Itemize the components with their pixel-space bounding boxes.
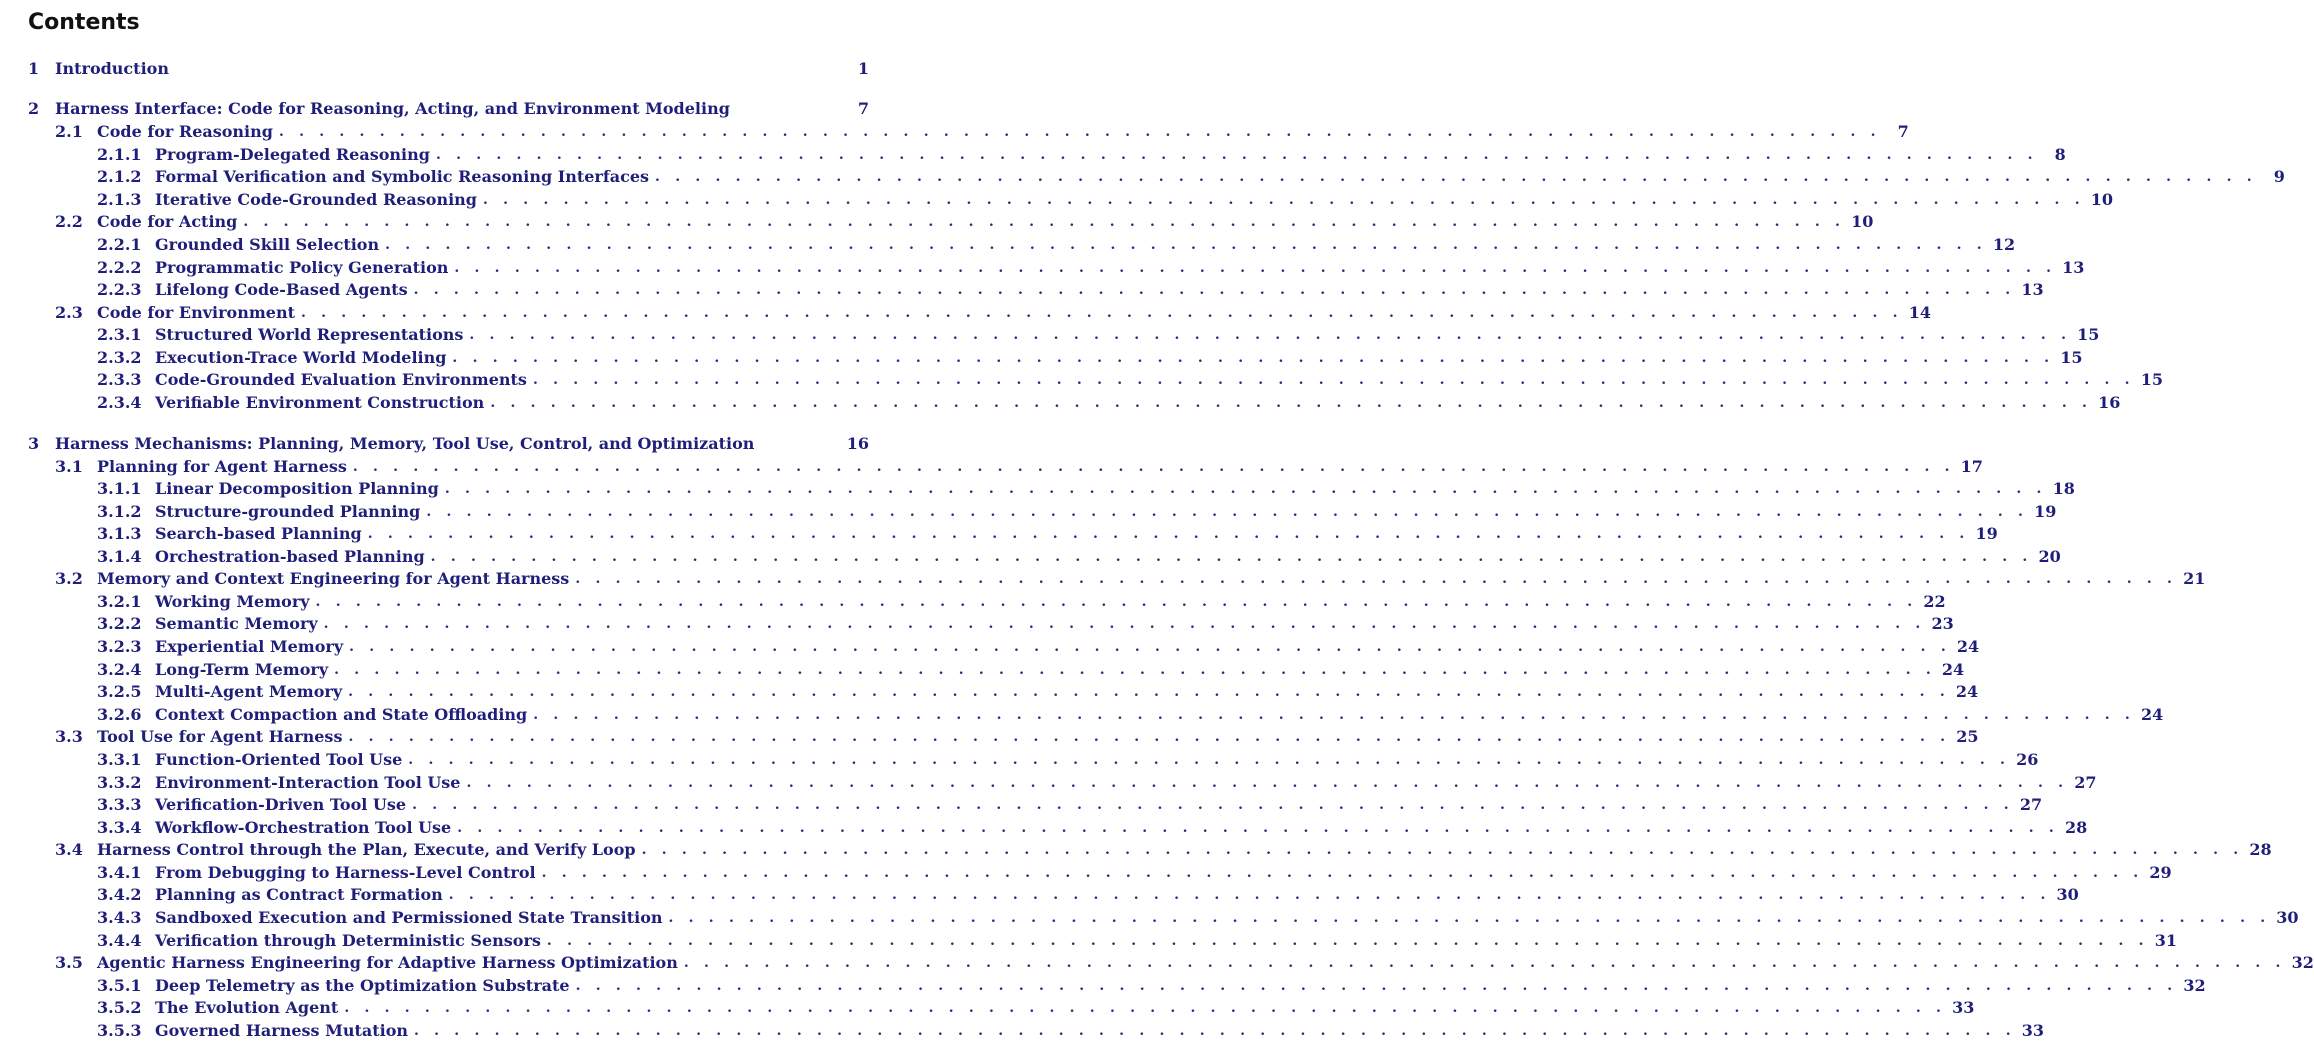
toc-section-entry[interactable] (97, 704, 2164, 726)
toc-entry-title: Agentic Harness Engineering for Adaptive Harness Optimization (97, 953, 678, 972)
toc-dot-leader: . . . . . . . . . . . . . . . . . . . . . . . . . . . . . . . . . . . . . . . . . . . . . . . . . . . . . . . . . . . . . . . . . . . . . . . . . . . . . . . . (367, 526, 1970, 542)
toc-entry-title: From Debugging to Harness-Level Control (155, 863, 536, 882)
toc-entry-number: 3 (28, 434, 40, 453)
toc-dot-leader: . . . . . . . . . . . . . . . . . . . . . . . . . . . . . . . . . . . . . . . . . . . . . . . . . . . . . . . . . . . . . . . . . . . . . . . . . . . . . . . . (490, 395, 2093, 411)
toc-entry-number: 3.3.1 (97, 750, 142, 769)
toc-dot-leader: . . . . . . . . . . . . . . . . . . . . . . . . . . . . . . . . . . . . . . . . . . . . . . . . . . . . . . . . . . . . . . . . . . . . . . . . . . . . . . . . (430, 549, 2033, 565)
toc-entry-number: 3.1.4 (97, 547, 142, 566)
toc-entry-title: Function-Oriented Tool Use (155, 750, 403, 769)
toc-dot-leader: . . . . . . . . . . . . . . . . . . . . . . . . . . . . . . . . . . . . . . . . . . . . . . . . . . . . . . . . . . . . . . . . . . . . . . . . . . . . . . . . (414, 1023, 2016, 1039)
toc-section-entry[interactable] (55, 568, 2206, 590)
toc-section-entry[interactable] (97, 862, 2172, 884)
toc-section-entry[interactable] (97, 324, 2100, 346)
toc-entry-number: 2.1.3 (97, 190, 142, 209)
toc-entry-number: 3.5.3 (97, 1021, 142, 1040)
toc-entry-title: The Evolution Agent (155, 998, 339, 1017)
toc-entry-title: Iterative Code-Grounded Reasoning (155, 190, 477, 209)
toc-entry-number: 2.2.3 (97, 280, 142, 299)
toc-section-entry[interactable] (97, 234, 2016, 256)
toc-entry-page: 7 (1897, 122, 1909, 141)
toc-entry-page: 14 (1908, 303, 1932, 322)
toc-entry-title: Planning for Agent Harness (97, 457, 347, 476)
toc-entry-page: 10 (2090, 190, 2114, 209)
toc-entry-page: 19 (2034, 502, 2057, 521)
toc-entry-title: Planning as Contract Formation (155, 885, 443, 904)
toc-entry-title: Execution-Trace World Modeling (155, 348, 447, 367)
toc-entry-number: 2.2.2 (97, 258, 142, 277)
toc-entry-number: 3.3 (55, 727, 83, 746)
toc-entry-page: 21 (2183, 569, 2206, 588)
toc-entry-title: Verification-Driven Tool Use (155, 795, 407, 814)
toc-section-entry[interactable] (97, 681, 1979, 703)
toc-entry-number: 2.2.1 (97, 235, 142, 254)
toc-entry-title: Harness Mechanisms: Planning, Memory, Tool Use, Control, and Optimization (55, 434, 755, 453)
toc-entry-title: Lifelong Code-Based Agents (155, 280, 408, 299)
toc-section-entry[interactable] (97, 636, 1980, 658)
toc-entry-title: Structure-grounded Planning (155, 502, 421, 521)
toc-section-entry[interactable] (55, 839, 2272, 861)
toc-section-entry[interactable] (97, 907, 2299, 929)
toc-entry-title: Working Memory (155, 592, 310, 611)
toc-dot-leader: . . . . . . . . . . . . . . . . . . . . . . . . . . . . . . . . . . . . . . . . . . . . . . . . . . . . . . . . . . . . . . . . . . . . . . . . . . . . . . . . (344, 1000, 1947, 1016)
toc-entry-page: 30 (2056, 885, 2079, 904)
toc-entry-page: 24 (1941, 660, 1965, 679)
toc-dot-leader: . . . . . . . . . . . . . . . . . . . . . . . . . . . . . . . . . . . . . . . . . . . . . . . . . . . . . . . . . . . . . . . . . . . . . . . . . . . . . . . . (448, 887, 2051, 903)
toc-entry-title: Multi-Agent Memory (155, 682, 343, 701)
toc-entry-page: 8 (2054, 145, 2066, 164)
toc-entry-number: 3.2.5 (97, 682, 142, 701)
toc-entry-title: Harness Interface: Code for Reasoning, Acting, and Environment Modeling (55, 99, 730, 118)
toc-entry-number: 3.2 (55, 569, 83, 588)
toc-chapter-entry[interactable] (28, 58, 869, 80)
contents-heading: Contents (28, 10, 140, 35)
toc-dot-leader: . . . . . . . . . . . . . . . . . . . . . . . . . . . . . . . . . . . . . . . . . . . . . . . . . . . . . . . . . . . . . . . . . . . . . . . . . . . . . . . . (546, 933, 2149, 949)
toc-entry-title: Semantic Memory (155, 614, 318, 633)
toc-entry-title: Code for Acting (97, 212, 238, 231)
toc-entry-number: 3.2.1 (97, 592, 142, 611)
toc-section-entry[interactable] (97, 392, 2121, 414)
toc-dot-leader: . . . . . . . . . . . . . . . . . . . . . . . . . . . . . . . . . . . . . . . . . . . . . . . . . . . . . . . . . . . . . . . . . . . . . . . . . . . . . . . . (334, 662, 1936, 678)
toc-entry-page: 18 (2052, 479, 2075, 498)
toc-entry-title: Code for Environment (97, 303, 295, 322)
toc-dot-leader: . . . . . . . . . . . . . . . . . . . . . . . . . . . . . . . . . . . . . . . . . . . . . . . . . . . . . . . . . . . . . . . . . . . . . . . . . . . . . . . . (683, 955, 2286, 971)
toc-dot-leader: . . . . . . . . . . . . . . . . . . . . . . . . . . . . . . . . . . . . . . . . . . . . . . . . . . . . . . . . . . . . . . . . . . . . . . . . . . . . . . . . (278, 124, 1881, 140)
toc-entry-page: 10 (1851, 212, 1874, 231)
toc-entry-page: 20 (2038, 547, 2061, 566)
toc-dot-leader: . . . . . . . . . . . . . . . . . . . . . . . . . . . . . . . . . . . . . . . . . . . . . . . . . . . . . . . . . . . . . . . . . . . . . . . . . . . . . . . . (352, 459, 1955, 475)
toc-entry-title: Memory and Context Engineering for Agent Harness (97, 569, 570, 588)
toc-section-entry[interactable] (97, 257, 2085, 279)
toc-dot-leader: . . . . . . . . . . . . . . . . . . . . . . . . . . . . . . . . . . . . . . . . . . . . . . . . . . . . . . . . . . . . . . . . . . . . . . . . . . . . . . . . (435, 147, 2038, 163)
toc-entry-title: Code-Grounded Evaluation Environments (155, 370, 527, 389)
toc-entry-page: 28 (2065, 818, 2088, 837)
toc-entry-page: 12 (1992, 235, 2016, 254)
toc-entry-page: 15 (2077, 325, 2100, 344)
toc-dot-leader: . . . . . . . . . . . . . . . . . . . . . . . . . . . . . . . . . . . . . . . . . . . . . . . . . . . . . . . . . . . . . . . . . . . . . . . . . . . . . . . . (454, 260, 2057, 276)
toc-section-entry[interactable] (97, 166, 2285, 188)
toc-entry-title: Search-based Planning (155, 524, 362, 543)
toc-entry-page: 13 (2062, 258, 2085, 277)
toc-entry-number: 3.4.3 (97, 908, 142, 927)
toc-entry-number: 3.1.3 (97, 524, 142, 543)
toc-section-entry[interactable] (55, 726, 1979, 748)
toc-entry-page: 31 (2154, 931, 2177, 950)
toc-entry-title: Experiential Memory (155, 637, 344, 656)
toc-section-entry[interactable] (97, 347, 2083, 369)
toc-entry-page: 30 (2276, 908, 2299, 927)
toc-entry-page: 28 (2249, 840, 2272, 859)
toc-entry-title: Long-Term Memory (155, 660, 329, 679)
toc-entry-number: 1 (28, 59, 40, 78)
toc-section-entry[interactable] (97, 369, 2163, 391)
toc-entry-number: 2.3.3 (97, 370, 142, 389)
toc-entry-page: 7 (857, 99, 869, 118)
toc-entry-page: 32 (2183, 976, 2206, 995)
toc-entry-title: Deep Telemetry as the Optimization Substrate (155, 976, 570, 995)
toc-entry-title: Workflow-Orchestration Tool Use (155, 818, 452, 837)
toc-entry-page: 33 (1952, 998, 1975, 1017)
toc-dot-leader: . . . . . . . . . . . . . . . . . . . . . . . . . . . . . . . . . . . . . . . . . . . . . . . . . . . . . . . . . . . . . . . . . . . . . . . . . . . . . . . . (323, 616, 1926, 632)
toc-entry-page: 17 (1960, 457, 1983, 476)
toc-dot-leader: . . . . . . . . . . . . . . . . . . . . . . . . . . . . . . . . . . . . . . . . . . . . . . . . . . . . . . . . . . . . . . . . . . . . . . . . . . . . . . . . (300, 305, 1903, 321)
toc-entry-title: Orchestration-based Planning (155, 547, 425, 566)
toc-dot-leader: . . . . . . . . . . . . . . . . . . . . . . . . . . . . . . . . . . . . . . . . . . . . . . . . . . . . . . . . . . . . . . . . . . . . . . . . . . . . . . . . (541, 865, 2144, 881)
toc-entry-page: 27 (2019, 795, 2043, 814)
toc-entry-title: Governed Harness Mutation (155, 1021, 408, 1040)
toc-entry-page: 24 (2141, 705, 2164, 724)
toc-entry-title: Harness Control through the Plan, Execute, and Verify Loop (97, 840, 636, 859)
toc-dot-leader: . . . . . . . . . . . . . . . . . . . . . . . . . . . . . . . . . . . . . . . . . . . . . . . . . . . . . . . . . . . . . . . . . . . . . . . . . . . . . . . . (533, 707, 2136, 723)
toc-entry-number: 3.3.3 (97, 795, 142, 814)
toc-section-entry[interactable] (97, 817, 2088, 839)
toc-entry-page: 24 (1955, 682, 1979, 701)
toc-dot-leader: . . . . . . . . . . . . . . . . . . . . . . . . . . . . . . . . . . . . . . . . . . . . . . . . . . . . . . . . . . . . . . . . . . . . . . . . . . . . . . . . (349, 639, 1951, 655)
toc-entry-page: 9 (2273, 167, 2285, 186)
toc-entry-title: Environment-Interaction Tool Use (155, 773, 461, 792)
toc-chapter-entry[interactable] (28, 98, 869, 120)
toc-entry-page: 22 (1923, 592, 1946, 611)
toc-section-entry[interactable] (97, 749, 2039, 771)
toc-entry-number: 3.4 (55, 840, 83, 859)
toc-entry-number: 2.1.1 (97, 145, 142, 164)
toc-section-entry[interactable] (97, 975, 2206, 997)
toc-entry-number: 3.5.2 (97, 998, 142, 1017)
toc-entry-number: 3.1 (55, 457, 83, 476)
toc-section-entry[interactable] (97, 501, 2057, 523)
toc-entry-number: 3.2.6 (97, 705, 142, 724)
toc-dot-leader: . . . . . . . . . . . . . . . . . . . . . . . . . . . . . . . . . . . . . . . . . . . . . . . . . . . . . . . . . . . . . . . . . . . . . . . . . . . . . . . . (457, 820, 2060, 836)
toc-entry-title: Verifiable Environment Construction (155, 393, 485, 412)
toc-entry-number: 3.3.2 (97, 773, 142, 792)
toc-section-entry[interactable] (97, 546, 2061, 568)
toc-section-entry[interactable] (55, 121, 1909, 143)
toc-dot-leader: . . . . . . . . . . . . . . . . . . . . . . . . . . . . . . . . . . . . . . . . . . . . . . . . . . . . . . . . . . . . . . . . . . . . . . . . . . . . . . . . (641, 842, 2244, 858)
toc-entry-number: 3.4.2 (97, 885, 142, 904)
toc-dot-leader: . . . . . . . . . . . . . . . . . . . . . . . . . . . . . . . . . . . . . . . . . . . . . . . . . . . . . . . . . . . . . . . . . . . . . . . . . . . . . . . . (385, 237, 1987, 253)
toc-dot-leader: . . . . . . . . . . . . . . . . . . . . . . . . . . . . . . . . . . . . . . . . . . . . . . . . . . . . . . . . . . . . . . . . . . . . . . . . . . . . . . . . (408, 752, 2011, 768)
toc-section-entry[interactable] (97, 772, 2097, 794)
toc-dot-leader: . . . . . . . . . . . . . . . . . . . . . . . . . . . . . . . . . . . . . . . . . . . . . . . . . . . . . . . . . . . . . . . . . . . . . . . . . . . . . . . . (452, 350, 2055, 366)
toc-section-entry[interactable] (55, 952, 2314, 974)
toc-entry-number: 2 (28, 99, 40, 118)
toc-entry-page: 15 (2060, 348, 2083, 367)
toc-entry-page: 13 (2021, 280, 2044, 299)
toc-section-entry[interactable] (97, 613, 1954, 635)
toc-dot-leader: . . . . . . . . . . . . . . . . . . . . . . . . . . . . . . . . . . . . . . . . . . . . . . . . . . . . . . . . . . . . . . . . . . . . . . . . . . . . . . . . (469, 327, 2072, 343)
toc-entry-number: 3.4.4 (97, 931, 142, 950)
toc-entry-page: 16 (846, 434, 869, 453)
toc-dot-leader: . . . . . . . . . . . . . . . . . . . . . . . . . . . . . . . . . . . . . . . . . . . . . . . . . . . . . . . . . . . . . . . . . . . . . . . . . . . . . . . . (483, 192, 2085, 208)
toc-entry-page: 23 (1931, 614, 1954, 633)
toc-entry-title: Tool Use for Agent Harness (97, 727, 343, 746)
toc-entry-title: Sandboxed Execution and Permissioned State Transition (155, 908, 663, 927)
toc-dot-leader: . . . . . . . . . . . . . . . . . . . . . . . . . . . . . . . . . . . . . . . . . . . . . . . . . . . . . . . . . . . . . . . . . . . . . . . . . . . . . . . . (426, 504, 2029, 520)
toc-entry-number: 2.2 (55, 212, 83, 231)
toc-entry-number: 2.3 (55, 303, 83, 322)
toc-entry-page: 19 (1975, 524, 1998, 543)
toc-entry-page: 29 (2149, 863, 2172, 882)
toc-entry-title: Linear Decomposition Planning (155, 479, 439, 498)
toc-section-entry[interactable] (97, 794, 2043, 816)
toc-entry-number: 2.1.2 (97, 167, 142, 186)
toc-entry-title: Programmatic Policy Generation (155, 258, 449, 277)
toc-dot-leader: . . . . . . . . . . . . . . . . . . . . . . . . . . . . . . . . . . . . . . . . . . . . . . . . . . . . . . . . . . . . . . . . . . . . . . . . . . . . . . . . (532, 372, 2135, 388)
toc-section-entry[interactable] (97, 478, 2075, 500)
toc-dot-leader: . . . . . . . . . . . . . . . . . . . . . . . . . . . . . . . . . . . . . . . . . . . . . . . . . . . . . . . . . . . . . . . . . . . . . . . . . . . . . . . . (348, 729, 1951, 745)
toc-entry-number: 2.3.4 (97, 393, 142, 412)
toc-section-entry[interactable] (97, 591, 1946, 613)
toc-section-entry[interactable] (97, 997, 1975, 1019)
toc-entry-number: 3.3.4 (97, 818, 142, 837)
toc-section-entry[interactable] (97, 884, 2079, 906)
toc-dot-leader: . . . . . . . . . . . . . . . . . . . . . . . . . . . . . . . . . . . . . . . . . . . . . . . . . . . . . . . . . . . . . . . . . . . . . . . . . . . . . . . . (575, 571, 2178, 587)
toc-entry-page: 27 (2074, 773, 2097, 792)
toc-section-entry[interactable] (97, 659, 1965, 681)
toc-section-entry[interactable] (55, 456, 1983, 478)
toc-entry-page: 16 (2098, 393, 2121, 412)
toc-section-entry[interactable] (97, 189, 2114, 211)
toc-dot-leader: . . . . . . . . . . . . . . . . . . . . . . . . . . . . . . . . . . . . . . . . . . . . . . . . . . . . . . . . . . . . . . . . . . . . . . . . . . . . . . . . (413, 282, 2016, 298)
toc-entry-number: 3.2.2 (97, 614, 142, 633)
toc-chapter-entry[interactable] (28, 433, 869, 455)
toc-entry-title: Introduction (55, 59, 169, 78)
toc-entry-number: 3.1.2 (97, 502, 142, 521)
toc-dot-leader: . . . . . . . . . . . . . . . . . . . . . . . . . . . . . . . . . . . . . . . . . . . . . . . . . . . . . . . . . . . . . . . . . . . . . . . . . . . . . . . . (668, 910, 2271, 926)
toc-entry-title: Verification through Deterministic Sensors (155, 931, 541, 950)
toc-dot-leader: . . . . . . . . . . . . . . . . . . . . . . . . . . . . . . . . . . . . . . . . . . . . . . . . . . . . . . . . . . . . . . . . . . . . . . . . . . . . . . . . (348, 684, 1950, 700)
toc-entry-title: Program-Delegated Reasoning (155, 145, 430, 164)
toc-entry-number: 3.2.3 (97, 637, 142, 656)
toc-section-entry[interactable] (97, 930, 2177, 952)
toc-entry-title: Grounded Skill Selection (155, 235, 380, 254)
toc-entry-number: 3.2.4 (97, 660, 142, 679)
toc-dot-leader: . . . . . . . . . . . . . . . . . . . . . . . . . . . . . . . . . . . . . . . . . . . . . . . . . . . . . . . . . . . . . . . . . . . . . . . . . . . . . . . . (466, 775, 2069, 791)
toc-entry-page: 33 (2021, 1021, 2045, 1040)
toc-entry-page: 26 (2016, 750, 2039, 769)
toc-entry-page: 24 (1956, 637, 1980, 656)
toc-dot-leader: . . . . . . . . . . . . . . . . . . . . . . . . . . . . . . . . . . . . . . . . . . . . . . . . . . . . . . . . . . . . . . . . . . . . . . . . . . . . . . . . (575, 978, 2178, 994)
toc-dot-leader: . . . . . . . . . . . . . . . . . . . . . . . . . . . . . . . . . . . . . . . . . . . . . . . . . . . . . . . . . . . . . . . . . . . . . . . . . . . . . . . . (315, 594, 1918, 610)
toc-entry-title: Context Compaction and State Offloading (155, 705, 528, 724)
toc-section-entry[interactable] (97, 523, 1998, 545)
toc-entry-page: 15 (2140, 370, 2163, 389)
toc-entry-page: 32 (2291, 953, 2314, 972)
toc-entry-number: 2.3.1 (97, 325, 142, 344)
toc-entry-number: 3.5 (55, 953, 83, 972)
toc-entry-page: 1 (857, 59, 869, 78)
toc-section-entry[interactable] (55, 302, 1932, 324)
toc-section-entry[interactable] (97, 279, 2044, 301)
toc-dot-leader: . . . . . . . . . . . . . . . . . . . . . . . . . . . . . . . . . . . . . . . . . . . . . . . . . . . . . . . . . . . . . . . . . . . . . . . . . . . . . . . . (243, 214, 1846, 230)
toc-dot-leader: . . . . . . . . . . . . . . . . . . . . . . . . . . . . . . . . . . . . . . . . . . . . . . . . . . . . . . . . . . . . . . . . . . . . . . . . . . . . . . . . (444, 481, 2047, 497)
toc-entry-number: 3.5.1 (97, 976, 142, 995)
toc-dot-leader: . . . . . . . . . . . . . . . . . . . . . . . . . . . . . . . . . . . . . . . . . . . . . . . . . . . . . . . . . . . . . . . . . . . . . . . . . . . . . . . . (655, 169, 2257, 185)
toc-entry-number: 2.3.2 (97, 348, 142, 367)
toc-entry-number: 2.1 (55, 122, 83, 141)
toc-entry-title: Code for Reasoning (97, 122, 273, 141)
toc-entry-title: Structured World Representations (155, 325, 464, 344)
toc-section-entry[interactable] (97, 1020, 2045, 1042)
toc-entry-number: 3.4.1 (97, 863, 142, 882)
toc-entry-title: Formal Verification and Symbolic Reasoning Interfaces (155, 167, 650, 186)
toc-section-entry[interactable] (55, 211, 1874, 233)
toc-dot-leader: . . . . . . . . . . . . . . . . . . . . . . . . . . . . . . . . . . . . . . . . . . . . . . . . . . . . . . . . . . . . . . . . . . . . . . . . . . . . . . . . (412, 797, 2014, 813)
toc-entry-number: 3.1.1 (97, 479, 142, 498)
toc-section-entry[interactable] (97, 144, 2066, 166)
toc-entry-page: 25 (1956, 727, 1979, 746)
